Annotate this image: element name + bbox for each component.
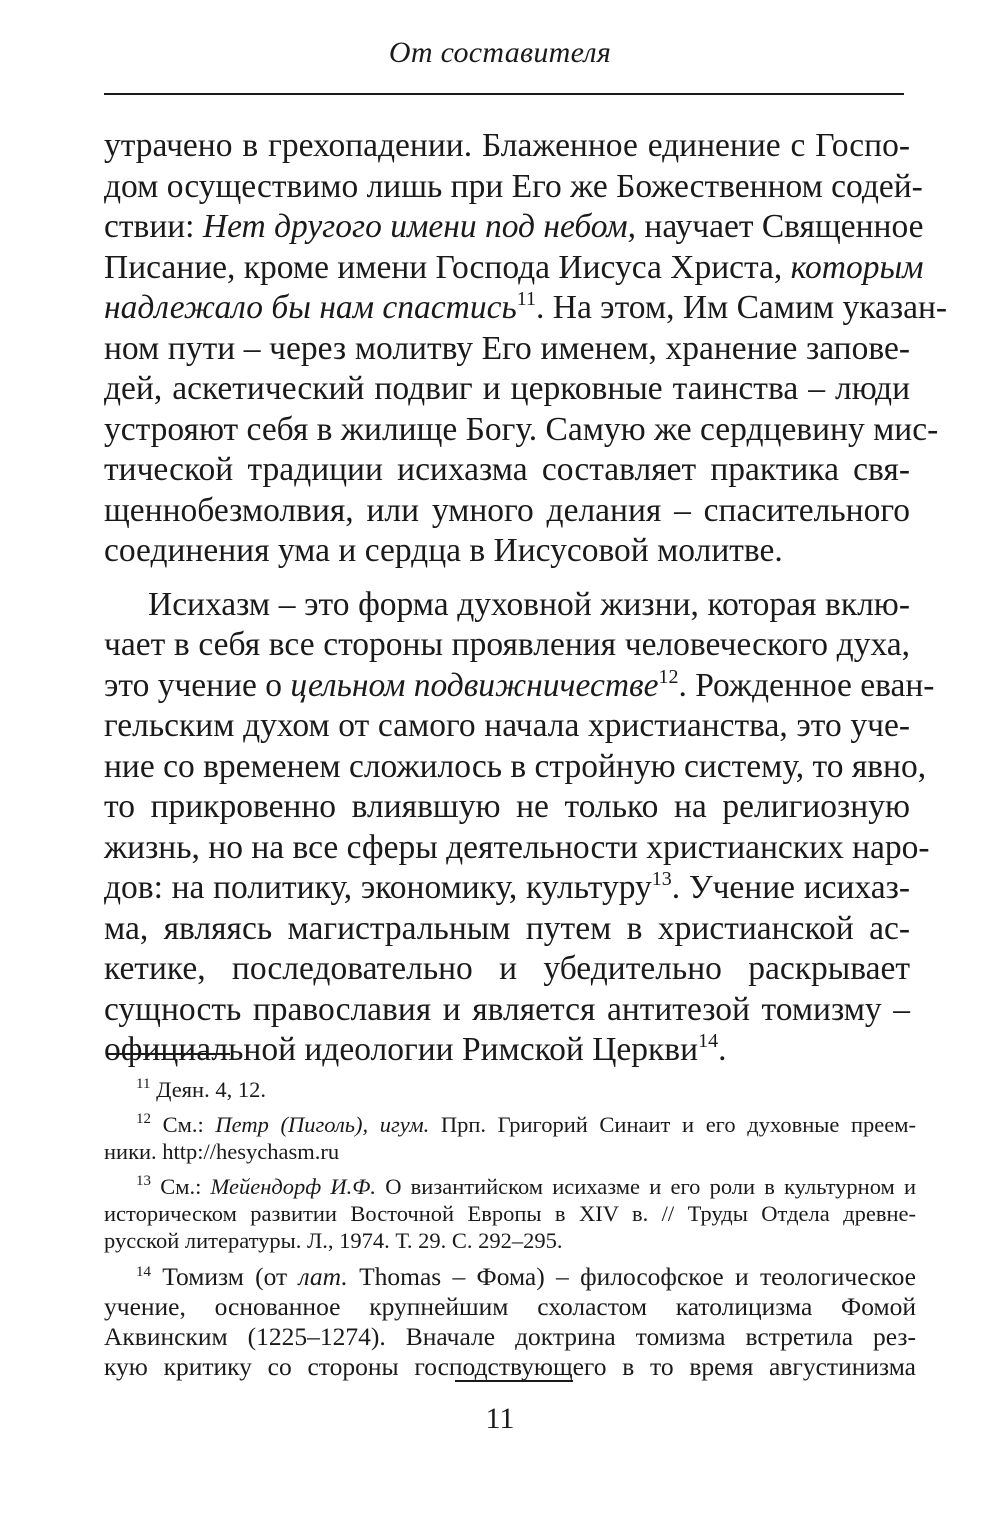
text-line: гельским духом от самого начала христианства, это уче- <box>104 707 910 744</box>
footnote-line: Аквинским (1225–1274). Вначале доктрина томизма встретила рез- <box>104 1322 916 1351</box>
text-run: . На этом, Им Самим указан- <box>536 289 948 326</box>
footnote-text: См.: <box>151 1174 211 1199</box>
text-line: ном пути – через молитву Его именем, хранение запове- <box>104 329 910 367</box>
emphasis: цельном подвижничестве <box>290 666 659 704</box>
footnote-number: 13 <box>136 1173 151 1189</box>
text-run: . Учение исихаз- <box>671 869 910 906</box>
footnote-text: Томизм (от <box>151 1262 299 1291</box>
text-line: дом осуществимо лишь при Его же Божественном содей- <box>104 167 923 205</box>
text-line <box>104 665 935 707</box>
text-line: утрачено в грехопадении. Блаженное единение с Госпо- <box>104 127 910 164</box>
text-line <box>104 207 924 248</box>
footnote-text: Прп. Григорий Синаит и его духовные преем- <box>429 1112 916 1137</box>
footnote-11 <box>104 1076 916 1103</box>
scripture-quote: которым <box>790 248 924 286</box>
text-line: кетике, последовательно и убедительно раскрывает <box>104 950 910 987</box>
footnote-12 <box>104 1111 916 1138</box>
text-run: дов: на политику, экономику, культуру <box>104 869 652 906</box>
text-run: официальной идеологии Римской Церкви <box>104 1031 699 1068</box>
text-line: Исихазм – это форма духовной жизни, которая вклю- <box>148 585 910 623</box>
footnote-separator <box>108 1053 230 1055</box>
text-line <box>104 288 948 329</box>
footnote-gap <box>104 1165 916 1173</box>
header-rule <box>104 93 904 95</box>
author-name: Мейендорф И.Ф. <box>210 1174 377 1199</box>
text-run: . <box>718 1031 727 1068</box>
footnote-line[interactable]: ники. http://hesychasm.ru <box>104 1139 340 1164</box>
footnote-text: Thomas – Фома) – философское и теологическое <box>347 1262 916 1291</box>
text-line: сущность православия и является антитезой томизму – <box>104 990 910 1028</box>
footnote-line: учение, основанное крупнейшим схоластом католицизма Фомой <box>104 1292 916 1321</box>
text-line <box>104 248 924 289</box>
footnote-text: Деян. 4, 12. <box>150 1077 266 1102</box>
text-line: соединения ума и сердца в Иисусовой молитве. <box>104 532 783 569</box>
text-run: ствии: <box>104 208 203 245</box>
text-run: Писание, кроме имени Господа Иисуса Христа, <box>104 248 791 286</box>
footnote-gap <box>104 1254 916 1262</box>
footnote-14 <box>104 1262 916 1292</box>
text-line: устрояют себя в жилище Богу. Самую же сердцевину мис- <box>104 410 939 448</box>
text-run: научает Священное <box>636 208 924 245</box>
text-line: тической традиции исихазма составляет практика свя- <box>104 451 910 488</box>
page-number: 11 <box>485 1402 515 1435</box>
text-line: дей, аскетический подвиг и церковные таинства – люди <box>104 370 910 407</box>
text-line <box>104 1030 910 1071</box>
footnote-line: русской литературы. Л., 1974. Т. 29. С. 292–295. <box>104 1228 563 1253</box>
text-line: ма, являясь магистральным путем в христианской ас- <box>104 909 910 947</box>
text-line: чает в себя все стороны проявления человеческого духа, <box>104 626 910 663</box>
language-abbrev: лат. <box>298 1262 348 1291</box>
footnote-ref-14[interactable]: 14 <box>698 1030 719 1052</box>
footnote-ref-11[interactable]: 11 <box>516 288 536 310</box>
paragraph-gap <box>104 572 910 585</box>
footnote-text: О византийском исихазме и его роли в культурном и <box>376 1174 916 1199</box>
footnote-number: 12 <box>136 1111 151 1127</box>
scripture-quote: Нет другого имени под небом, <box>202 208 637 245</box>
footnote-number: 11 <box>136 1076 151 1092</box>
footnote-line: историческом развитии Восточной Европы в XIV в. // Труды Отдела древне- <box>104 1201 916 1226</box>
text-run: это учение о <box>104 666 291 704</box>
text-line: ние со временем сложилось в стройную систему, то явно, <box>104 747 927 785</box>
footnote-line: кую критику со стороны господствующего в то время августинизма <box>104 1352 916 1381</box>
text-run: . Рожденное еван- <box>678 666 935 704</box>
footnote-gap <box>104 1103 916 1111</box>
text-line: то прикровенно влиявшую не только на религиозную <box>104 788 910 825</box>
footnote-text: См.: <box>151 1112 216 1137</box>
footnote-number: 14 <box>136 1264 151 1280</box>
footnote-ref-12[interactable]: 12 <box>658 665 679 688</box>
text-line <box>104 868 910 909</box>
main-text <box>104 126 948 1071</box>
footnote-13 <box>104 1173 916 1200</box>
running-head: От составителя <box>388 36 612 69</box>
text-line: щеннобезмолвия, или умного делания – спасительного <box>104 491 910 529</box>
author-name: Петр (Пиголь), игум. <box>215 1112 430 1137</box>
footnotes <box>104 1076 916 1382</box>
scripture-quote: надлежало бы нам спастись <box>104 289 517 326</box>
footnote-ref-13[interactable]: 13 <box>651 868 672 890</box>
page-number-rule <box>455 1380 573 1382</box>
text-line: жизнь, но на все сферы деятельности христианских наро- <box>104 828 930 866</box>
